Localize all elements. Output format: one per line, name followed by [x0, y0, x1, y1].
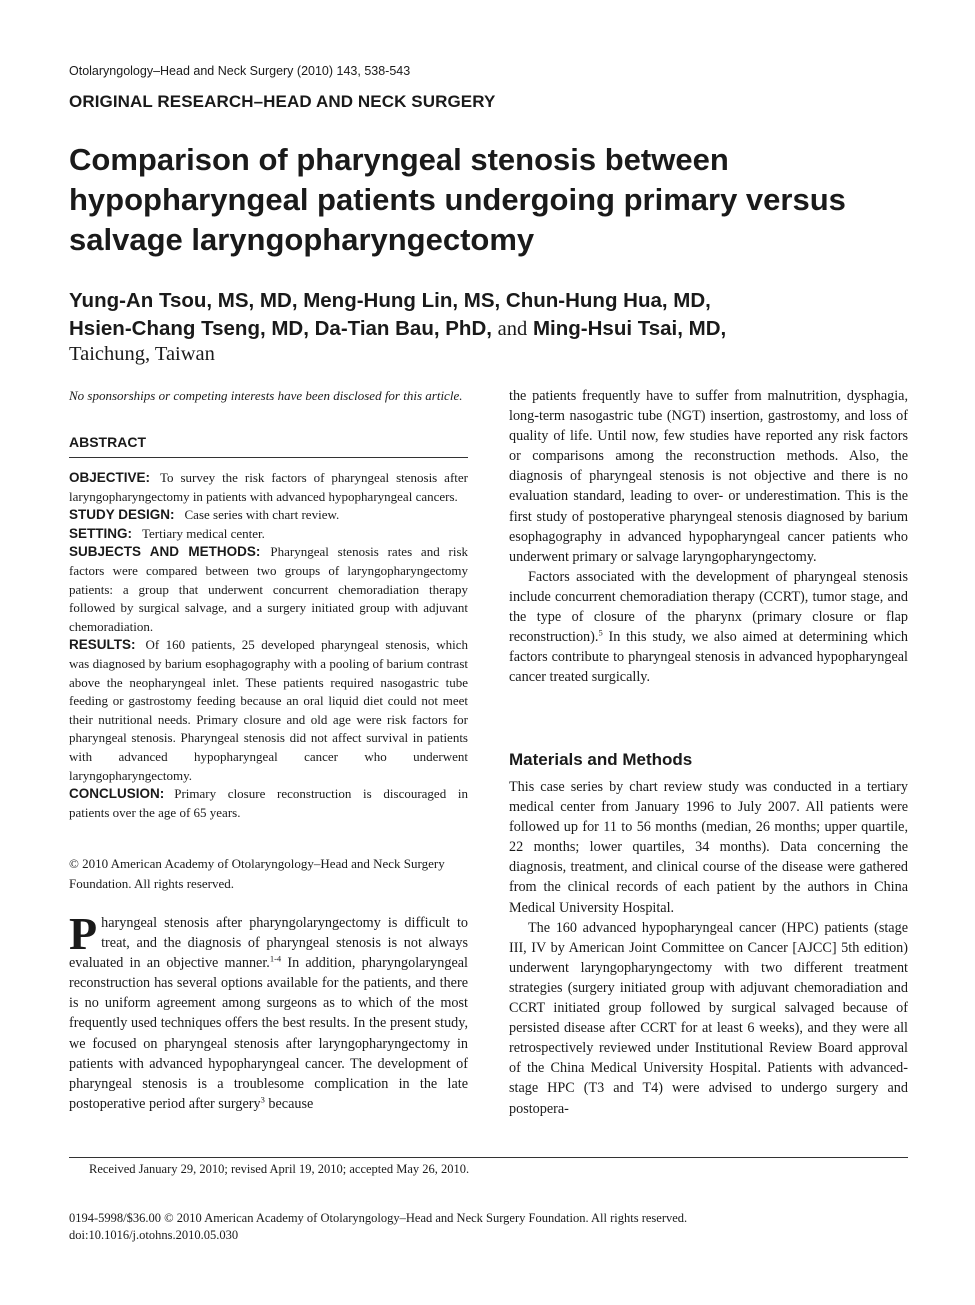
abstract-label: CONCLUSION: [69, 786, 165, 802]
author-list [69, 287, 909, 343]
disclosure-note: No sponsorships or competing interests have been disclosed for this article. [69, 388, 463, 403]
abstract-text: Tertiary medical center. [142, 525, 265, 541]
doi: doi:10.1016/j.otohns.2010.05.030 [69, 1228, 239, 1242]
section-label: ORIGINAL RESEARCH–HEAD AND NECK SURGERY [69, 92, 496, 111]
intro-p2-text-b: In this study, we also aimed at determining which factors contribute to pharyngeal stenosis in advanced hypopharyngeal cancer treated surgically. [509, 629, 908, 686]
section-heading-materials-methods: Materials and Methods [509, 750, 693, 769]
article-title: Comparison of pharyngeal stenosis between hypopharyngeal patients undergoing primary versus salvage laryngopharyngectomy [69, 142, 846, 257]
authors-line-2-b: Ming-Hsui Tsai, MD, [532, 317, 727, 340]
citation-ref: 1-4 [269, 953, 282, 964]
abstract-text: Pharyngeal stenosis rates and risk factors were compared between two groups of laryngopharyngectomy patients: a group that underwent concurrent chemoradiation therapy followed by surgical salvage, and a surgery initiated group with adjuvant chemoradiation. [69, 544, 468, 634]
abstract-label: RESULTS: [69, 637, 136, 653]
received-dates: Received January 29, 2010; revised April 19, 2010; accepted May 26, 2010. [89, 1162, 470, 1176]
issn-copyright: 0194-5998/$36.00 © 2010 American Academy of Otolaryngology–Head and Neck Surgery Foundation. All rights reserved. [69, 1211, 688, 1225]
abstract-text: Of 160 patients, 25 developed pharyngeal stenosis, which was diagnosed by barium esophagography with a pooling of barium contrast above the neopharyngeal inlet. These patients required nasogastric tube feeding or gastrostomy feeding because an oral liquid diet could not meet their nutritional needs. Primary closure and old age were risk factors for pharyngeal stenosis. Pharyngeal stenosis did not affect survival in patients with advanced hypopharyngeal cancer who underwent laryngopharyngectomy. [69, 637, 468, 783]
abstract-label: SUBJECTS AND METHODS: [69, 544, 261, 560]
abstract-label: STUDY DESIGN: [69, 507, 175, 523]
introduction-continued [509, 386, 908, 687]
drop-cap: P [69, 908, 98, 959]
journal-citation: Otolaryngology–Head and Neck Surgery (2010) 143, 538-543 [69, 64, 411, 78]
mm-paragraph-2: The 160 advanced hypopharyngeal cancer (HPC) patients (stage III, IV by American Joint Committee on Cancer [AJCC] 5th edition) underwent laryngopharyngectomy with two different treatment strategies (surgery initiated group with adjuvant chemoradiation and CCRT initiated group followed by surgical salvaged because of persisted disease after CCRT for at least 6 weeks), and they were all retrospectively reviewed under Institutional Review Board approval of the China Medical University Hospital. Patients with advanced-stage HPC (T3 and T4) were advised to undergo surgery and postopera- [509, 919, 908, 1117]
abstract-results [69, 636, 468, 785]
mm-paragraph-1: This case series by chart review study was conducted in a tertiary medical center from January 1996 to July 2007. All patients were followed up for 11 to 56 months (median, 26 months; upper quartile, 22 months; lower quartiles, 34 months). Data concerning the diagnosis, treatment, and clinical course of the disease were gathered from the clinical records of each patient by the authors in China Medical University Hospital. [509, 779, 908, 916]
intro-paragraph-2 [509, 567, 908, 688]
author-location: Taichung, Taiwan [69, 343, 215, 365]
abstract-text: To survey the risk factors of pharyngeal stenosis after laryngopharyngectomy in patients with advanced hypopharyngeal cancers. [69, 470, 468, 504]
footer-publication-info [69, 1210, 687, 1244]
abstract-conclusion [69, 785, 468, 822]
intro-text-c: because [264, 1095, 314, 1112]
intro-text-b: In addition, pharyngolaryngeal reconstruction has several options available for the patients, and there is no uniform agreement among surgeons as to which of the most frequently used techniques offers the best results. In the present study, we focused on pharyngeal stenosis after laryngopharyngectomy in patients with advanced hypopharyngeal cancer. The development of pharyngeal stenosis is a troublesome complication in the late postoperative period after surgery [69, 955, 468, 1112]
abstract-setting [69, 525, 468, 544]
abstract-objective [69, 469, 468, 506]
citation-ref: 5 [598, 627, 603, 638]
abstract-label: SETTING: [69, 525, 132, 541]
abstract-copyright: © 2010 American Academy of Otolaryngology–Head and Neck Surgery Foundation. All rights reserved. [69, 856, 445, 891]
intro-p2-text-a: Factors associated with the development of pharyngeal stenosis include concurrent chemoradiation therapy (CCRT), tumor stage, and the type of closure of the pharynx (primary closure or flap reconstruction). [509, 568, 908, 646]
footer-divider [69, 1157, 908, 1158]
materials-methods-text [509, 777, 908, 1119]
abstract [69, 469, 468, 822]
intro-paragraph [69, 908, 468, 1114]
abstract-text: Case series with chart review. [184, 507, 340, 523]
intro-paragraph-1: the patients frequently have to suffer from malnutrition, dysphagia, long-term nasogastric tube (NGT) insertion, gastrostomy, and loss of quality of life. Until now, few studies have reported any risk factors or comparisons among the reconstruction methods. Also, the diagnosis of pharyngeal stenosis is not objective and there is no evaluation standard, leading to over- or underestimation. This is the first study of postoperative pharyngeal stenosis diagnosed by barium esophagography in advanced hypopharyngeal cancer patients who underwent primary or salvage laryngopharyngectomy. [509, 388, 908, 565]
abstract-study-design [69, 506, 468, 525]
abstract-divider [69, 457, 468, 458]
abstract-heading: ABSTRACT [69, 434, 146, 450]
authors-line-1: Yung-An Tsou, MS, MD, Meng-Hung Lin, MS, Chun-Hung Hua, MD, [69, 289, 711, 312]
authors-line-2 [69, 315, 909, 343]
citation-ref: 3 [260, 1094, 265, 1105]
abstract-label: OBJECTIVE: [69, 470, 151, 485]
intro-text-a: haryngeal stenosis after pharyngolaryngectomy is difficult to treat, and the diagnosis of pharyngeal stenosis is not always evaluated in an objective manner. [69, 915, 468, 972]
authors-line-2-a: Hsien-Chang Tseng, MD, Da-Tian Bau, PhD, [69, 317, 492, 340]
abstract-text: Primary closure reconstruction is discouraged in patients over the age of 65 years. [69, 786, 468, 820]
abstract-subjects-methods [69, 543, 468, 636]
introduction-text [69, 908, 468, 1114]
authors-and: and [497, 318, 528, 340]
